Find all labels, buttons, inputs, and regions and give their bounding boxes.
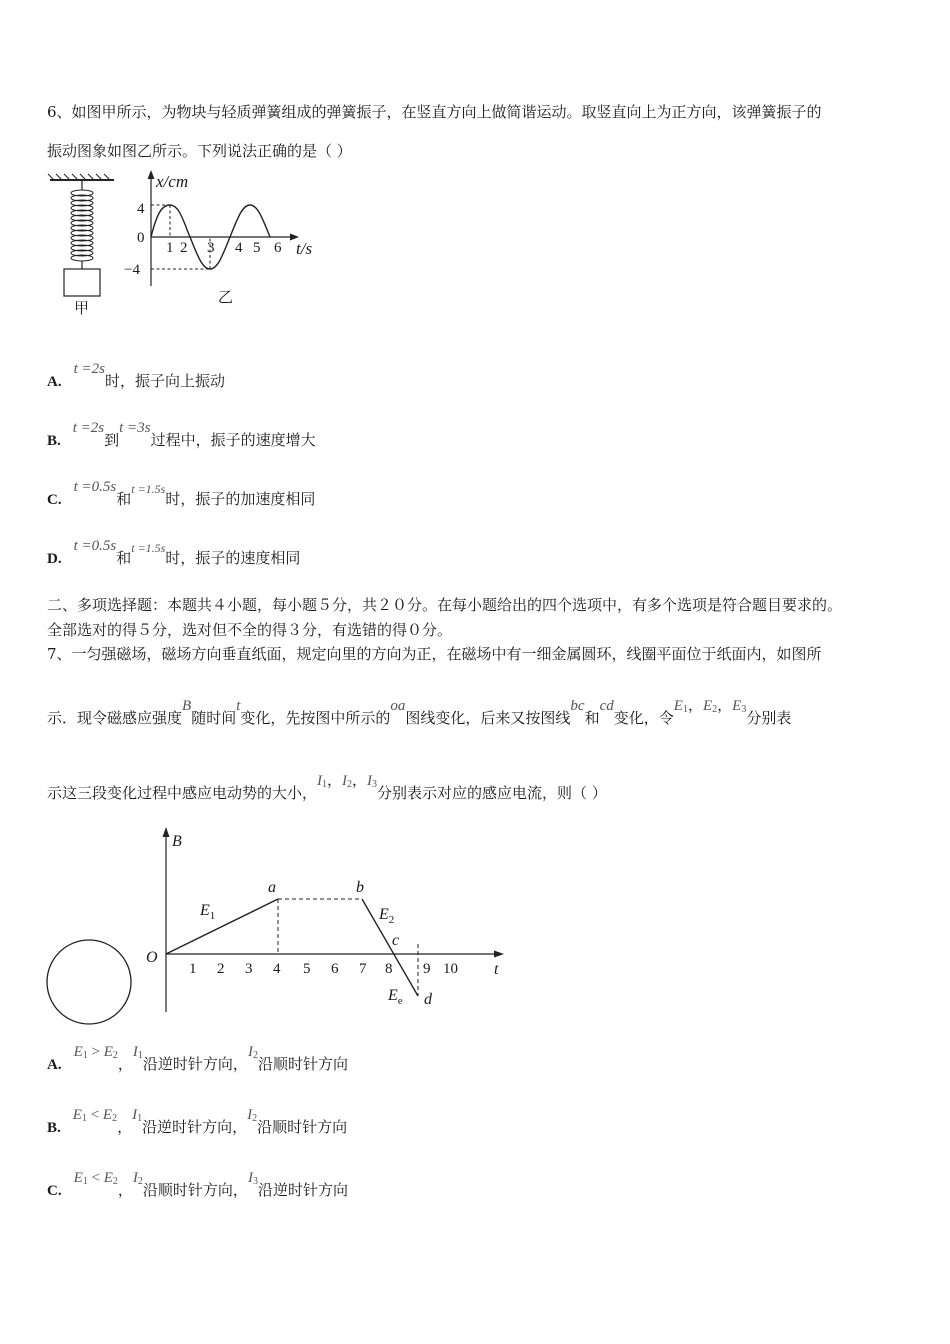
t-tick-2: 2: [217, 961, 225, 977]
math-symbol: $I_2$: [132, 1170, 143, 1187]
stem-text: 示．现令磁感应强度: [47, 709, 183, 727]
stem-text: 图线变化，后来又按图线: [405, 709, 571, 727]
option-letter: A.: [47, 374, 62, 390]
math-expression: t =1.5s: [131, 541, 166, 555]
option-text: 到: [104, 431, 120, 449]
t-axis-label: t: [494, 961, 499, 978]
point-a-label: a: [268, 879, 276, 896]
point-d-label: d: [424, 991, 432, 1008]
q7-stem-line1: 7、一匀强磁场，磁场方向垂直纸面，规定向里的方向为正，在磁场中有一细金属圆环，线圈平面位于纸面内，如图所: [47, 645, 822, 663]
separator: ，: [327, 771, 343, 789]
math-symbol: bc: [570, 698, 585, 714]
x-tick-4: 4: [235, 240, 243, 256]
math-symbol: $I_2$: [247, 1107, 258, 1124]
math-symbol: $I_3$: [247, 1170, 258, 1187]
t-tick-7: 7: [359, 961, 367, 977]
option-text: 沿逆时针方向，: [142, 1055, 248, 1073]
block-mass: [64, 269, 100, 296]
separator: ，: [117, 1181, 133, 1199]
option-letter: C.: [47, 492, 62, 508]
option-text: 沿顺时针方向: [257, 1055, 348, 1073]
stem-text: 变化，先按图中所示的: [240, 709, 391, 727]
q7-option-a[interactable]: [47, 1044, 348, 1074]
math-symbol: $E_1$: [673, 698, 688, 715]
option-text: 和: [116, 490, 132, 508]
graph-x-axis-label: t/s: [296, 239, 313, 258]
t-tick-9: 9: [423, 961, 431, 977]
q6-option-a[interactable]: [47, 361, 225, 391]
option-text: 沿逆时针方向: [257, 1181, 348, 1199]
stem-text: 示这三段变化过程中感应电动势的大小，: [47, 784, 318, 802]
option-text: 过程中，振子的速度增大: [150, 431, 316, 449]
x-tick-2: 2: [180, 240, 188, 256]
point-b-label: b: [356, 879, 364, 896]
math-expression: t =0.5s: [73, 479, 117, 495]
option-letter: C.: [47, 1183, 62, 1199]
b-t-graph: [140, 822, 520, 1017]
x-tick-1: 1: [166, 240, 174, 256]
stem-text: 随时间: [191, 709, 237, 727]
option-letter: A.: [47, 1057, 62, 1073]
y-tick-neg4: −4: [124, 262, 140, 278]
metal-ring-figure: [42, 935, 136, 1029]
math-relation: $E_1 < E_2$: [72, 1107, 118, 1124]
graph-y-axis-label: x/cm: [156, 172, 189, 191]
option-text: 和: [116, 549, 132, 567]
t-tick-10: 10: [443, 961, 458, 977]
section2-heading-line1: 二、多项选择题：本题共４小题，每小题５分，共２０分。在每小题给出的四个选项中，有多个选项是符合题目要求的。: [47, 596, 843, 614]
q7-option-c[interactable]: [47, 1170, 348, 1200]
q6-stem-line1: 6、如图甲所示，为物块与轻质弹簧组成的弹簧振子，在竖直方向上做简谐运动。取竖直向上为正方向，该弹簧振子的: [47, 103, 822, 121]
separator: ，: [717, 696, 733, 714]
option-letter: B.: [47, 1120, 61, 1136]
q6-option-b[interactable]: [47, 420, 316, 450]
stem-text: 变化，令: [613, 709, 674, 727]
option-text: 时，振子向上振动: [104, 372, 225, 390]
t-tick-3: 3: [245, 961, 253, 977]
option-letter: B.: [47, 433, 61, 449]
math-expression: t =3s: [119, 420, 151, 436]
t-tick-6: 6: [331, 961, 339, 977]
option-text: 时，振子的速度相同: [165, 549, 301, 567]
math-expression: t =2s: [72, 420, 105, 436]
q7-option-b[interactable]: [47, 1107, 348, 1137]
option-text: 沿顺时针方向，: [142, 1181, 248, 1199]
fig-label-yi: 乙: [218, 288, 234, 306]
x-tick-6: 6: [274, 240, 282, 256]
t-tick-5: 5: [303, 961, 311, 977]
segment-label-ee: $E_e$: [388, 987, 403, 1007]
option-text: 时，振子的加速度相同: [165, 490, 316, 508]
math-symbol: B: [182, 698, 192, 714]
t-tick-1: 1: [189, 961, 197, 977]
math-symbol: $E_2$: [702, 698, 718, 715]
option-text: 沿逆时针方向，: [142, 1118, 248, 1136]
q7-stem-line3: [47, 771, 607, 803]
y-tick-0: 0: [137, 230, 145, 246]
y-tick-4: 4: [137, 201, 145, 217]
stem-text: 和: [584, 709, 600, 727]
math-symbol: cd: [599, 698, 614, 714]
q6-stem-line2: 振动图象如图乙所示。下列说法正确的是（ ）: [47, 142, 352, 160]
origin-label: O: [146, 949, 158, 966]
separator: ，: [687, 696, 703, 714]
section2-heading-line2: 全部选对的得５分，选对但不全的得３分，有选错的得０分。: [47, 621, 453, 639]
math-symbol: $I_2$: [247, 1044, 258, 1061]
math-relation: $E_1 > E_2$: [73, 1044, 118, 1061]
math-relation: $E_1 < E_2$: [73, 1170, 118, 1187]
segment-oa: [166, 899, 278, 954]
math-symbol: $I_1$: [317, 773, 328, 790]
segment-label-e1: $E_1$: [200, 902, 216, 922]
t-tick-8: 8: [385, 961, 393, 977]
math-symbol: $I_2$: [342, 773, 353, 790]
separator: ，: [352, 771, 368, 789]
math-symbol: $I_1$: [132, 1107, 143, 1124]
t-tick-4: 4: [273, 961, 281, 977]
math-expression: t =2s: [73, 361, 105, 377]
math-symbol: $E_3$: [732, 698, 747, 715]
math-symbol: t: [236, 698, 241, 714]
stem-text: 分别表示对应的感应电流，则（ ）: [377, 784, 607, 802]
point-c-label: c: [392, 932, 400, 949]
x-tick-5: 5: [253, 240, 261, 256]
math-symbol: oa: [390, 698, 406, 714]
b-axis-label: B: [172, 833, 182, 850]
separator: ，: [117, 1118, 133, 1136]
math-symbol: $I_1$: [132, 1044, 143, 1061]
x-tick-3: 3: [207, 240, 215, 256]
q7-stem-line2: [47, 696, 792, 728]
segment-label-e2: $E_2$: [379, 906, 395, 926]
option-letter: D.: [47, 551, 62, 567]
stem-text: 分别表: [746, 709, 792, 727]
separator: ，: [117, 1055, 133, 1073]
math-expression: t =0.5s: [73, 538, 117, 554]
q6-option-d[interactable]: [47, 538, 301, 568]
fig-label-jia: 甲: [74, 299, 90, 317]
vibration-graph: [122, 168, 332, 318]
math-symbol: $I_3$: [367, 773, 378, 790]
q6-option-c[interactable]: [47, 479, 316, 509]
math-expression: t =1.5s: [131, 482, 166, 496]
option-text: 沿顺时针方向: [257, 1118, 348, 1136]
